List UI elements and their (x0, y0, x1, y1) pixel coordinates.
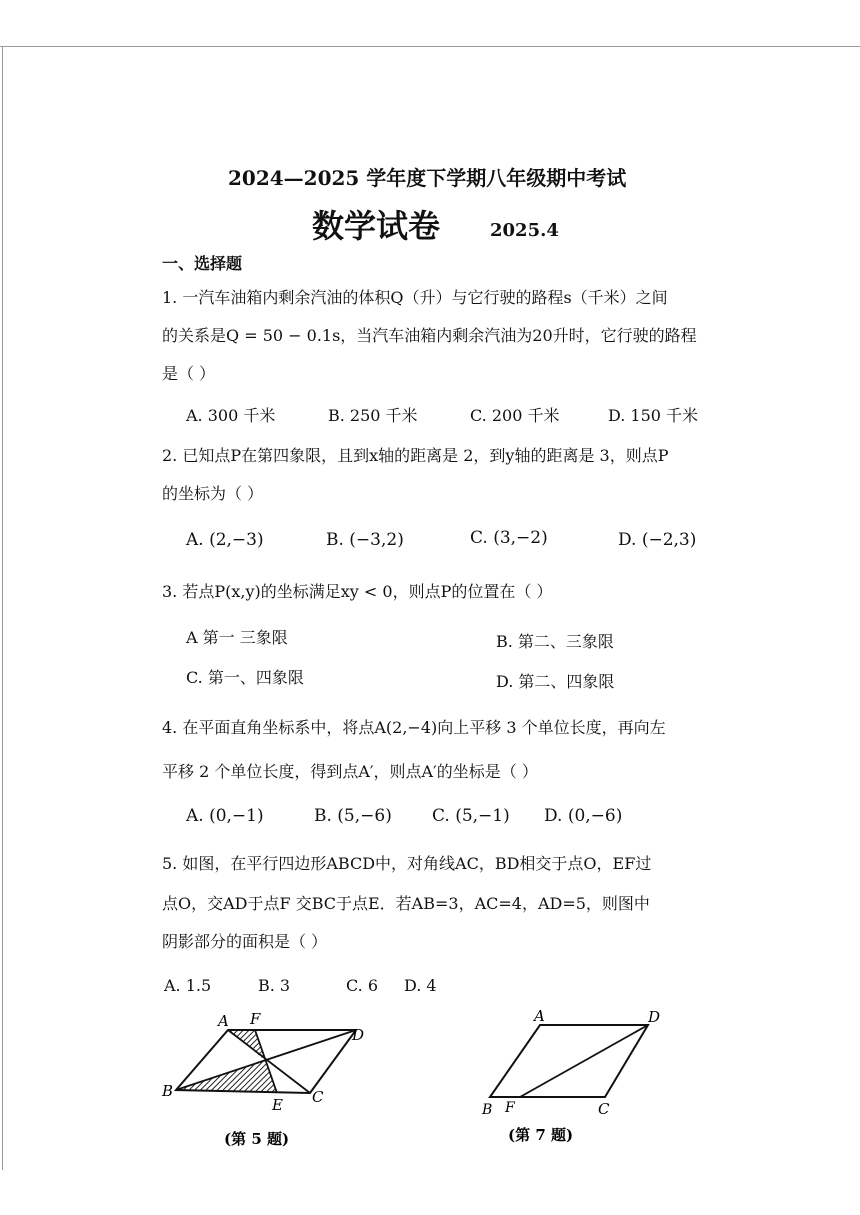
q4-option-d: D. (0,−6) (544, 806, 623, 826)
q2-option-c: C. (3,−2) (470, 528, 548, 548)
q2-line-1: 2. 已知点P在第四象限，且到x轴的距离是 2，到y轴的距离是 3，则点P (162, 446, 669, 465)
q4-option-b: B. (5,−6) (314, 806, 392, 826)
q2-option-a: A. (2,−3) (186, 530, 264, 550)
q3-option-a: A 第一 三象限 (186, 628, 288, 647)
label-f-fig7: F (505, 1100, 515, 1116)
q4-option-c: C. (5,−1) (432, 806, 510, 826)
q1-line-1: 1. 一汽车油箱内剩余汽油的体积Q（升）与它行驶的路程s（千米）之间 (162, 288, 668, 307)
figure-5-caption: (第 5 题) (224, 1130, 290, 1148)
q5-option-c: C. 6 (346, 976, 379, 995)
q1-option-a: A. 300 千米 (186, 406, 276, 425)
q1-line-2: 的关系是Q = 50 − 0.1s，当汽车油箱内剩余汽油为20升时，它行驶的路程 (162, 326, 697, 345)
q5-line-3: 阴影部分的面积是（ ） (162, 932, 328, 951)
subject-title: 数学试卷 (312, 207, 441, 245)
label-f: F (250, 1010, 261, 1028)
label-a: A (218, 1012, 229, 1030)
q5-line-1: 5. 如图，在平行四边形ABCD中，对角线AC，BD相交于点O，EF过 (162, 854, 652, 873)
label-a-fig7: A (534, 1007, 545, 1025)
label-b: B (162, 1082, 174, 1100)
q1-line-3: 是（ ） (162, 364, 216, 383)
q1-option-d: D. 150 千米 (608, 406, 699, 425)
q2-line-2: 的坐标为（ ） (162, 484, 264, 503)
exam-date: 2025.4 (490, 220, 559, 241)
q4-line-1: 4. 在平面直角坐标系中，将点A(2,−4)向上平移 3 个单位长度，再向左 (162, 718, 666, 737)
diagonal-df (520, 1025, 648, 1097)
q4-option-a: A. (0,−1) (186, 806, 264, 826)
q3-option-b: B. 第二、三象限 (496, 632, 614, 651)
q5-option-d: D. 4 (404, 976, 437, 995)
q5-line-2: 点O，交AD于点F 交BC于点E．若AB=3，AC=4，AD=5，则图中 (162, 894, 650, 913)
label-c: C (312, 1088, 324, 1106)
q5-option-b: B. 3 (258, 976, 291, 995)
q3-option-d: D. 第二、四象限 (496, 672, 615, 691)
q5-option-a: A. 1.5 (164, 976, 212, 995)
q3-line-1: 3. 若点P(x,y)的坐标满足xy < 0，则点P的位置在（ ） (162, 582, 553, 601)
q2-option-b: B. (−3,2) (326, 530, 404, 550)
label-d: D (352, 1026, 365, 1044)
figure-7-caption: (第 7 题) (508, 1126, 574, 1144)
exam-title: 2024—2025 学年度下学期八年级期中考试 (228, 166, 627, 190)
section-heading: 一、选择题 (162, 254, 243, 273)
parallelogram-abcd-fig7 (490, 1025, 648, 1097)
q3-option-c: C. 第一、四象限 (186, 668, 304, 687)
label-c-fig7: C (598, 1100, 610, 1118)
q1-option-b: B. 250 千米 (328, 406, 418, 425)
q2-option-d: D. (−2,3) (618, 530, 697, 550)
label-b-fig7: B (482, 1102, 493, 1118)
q4-line-2: 平移 2 个单位长度，得到点A′，则点A′的坐标是（ ） (162, 762, 538, 781)
label-e: E (272, 1096, 283, 1114)
label-d-fig7: D (648, 1008, 661, 1026)
q1-option-c: C. 200 千米 (470, 406, 560, 425)
